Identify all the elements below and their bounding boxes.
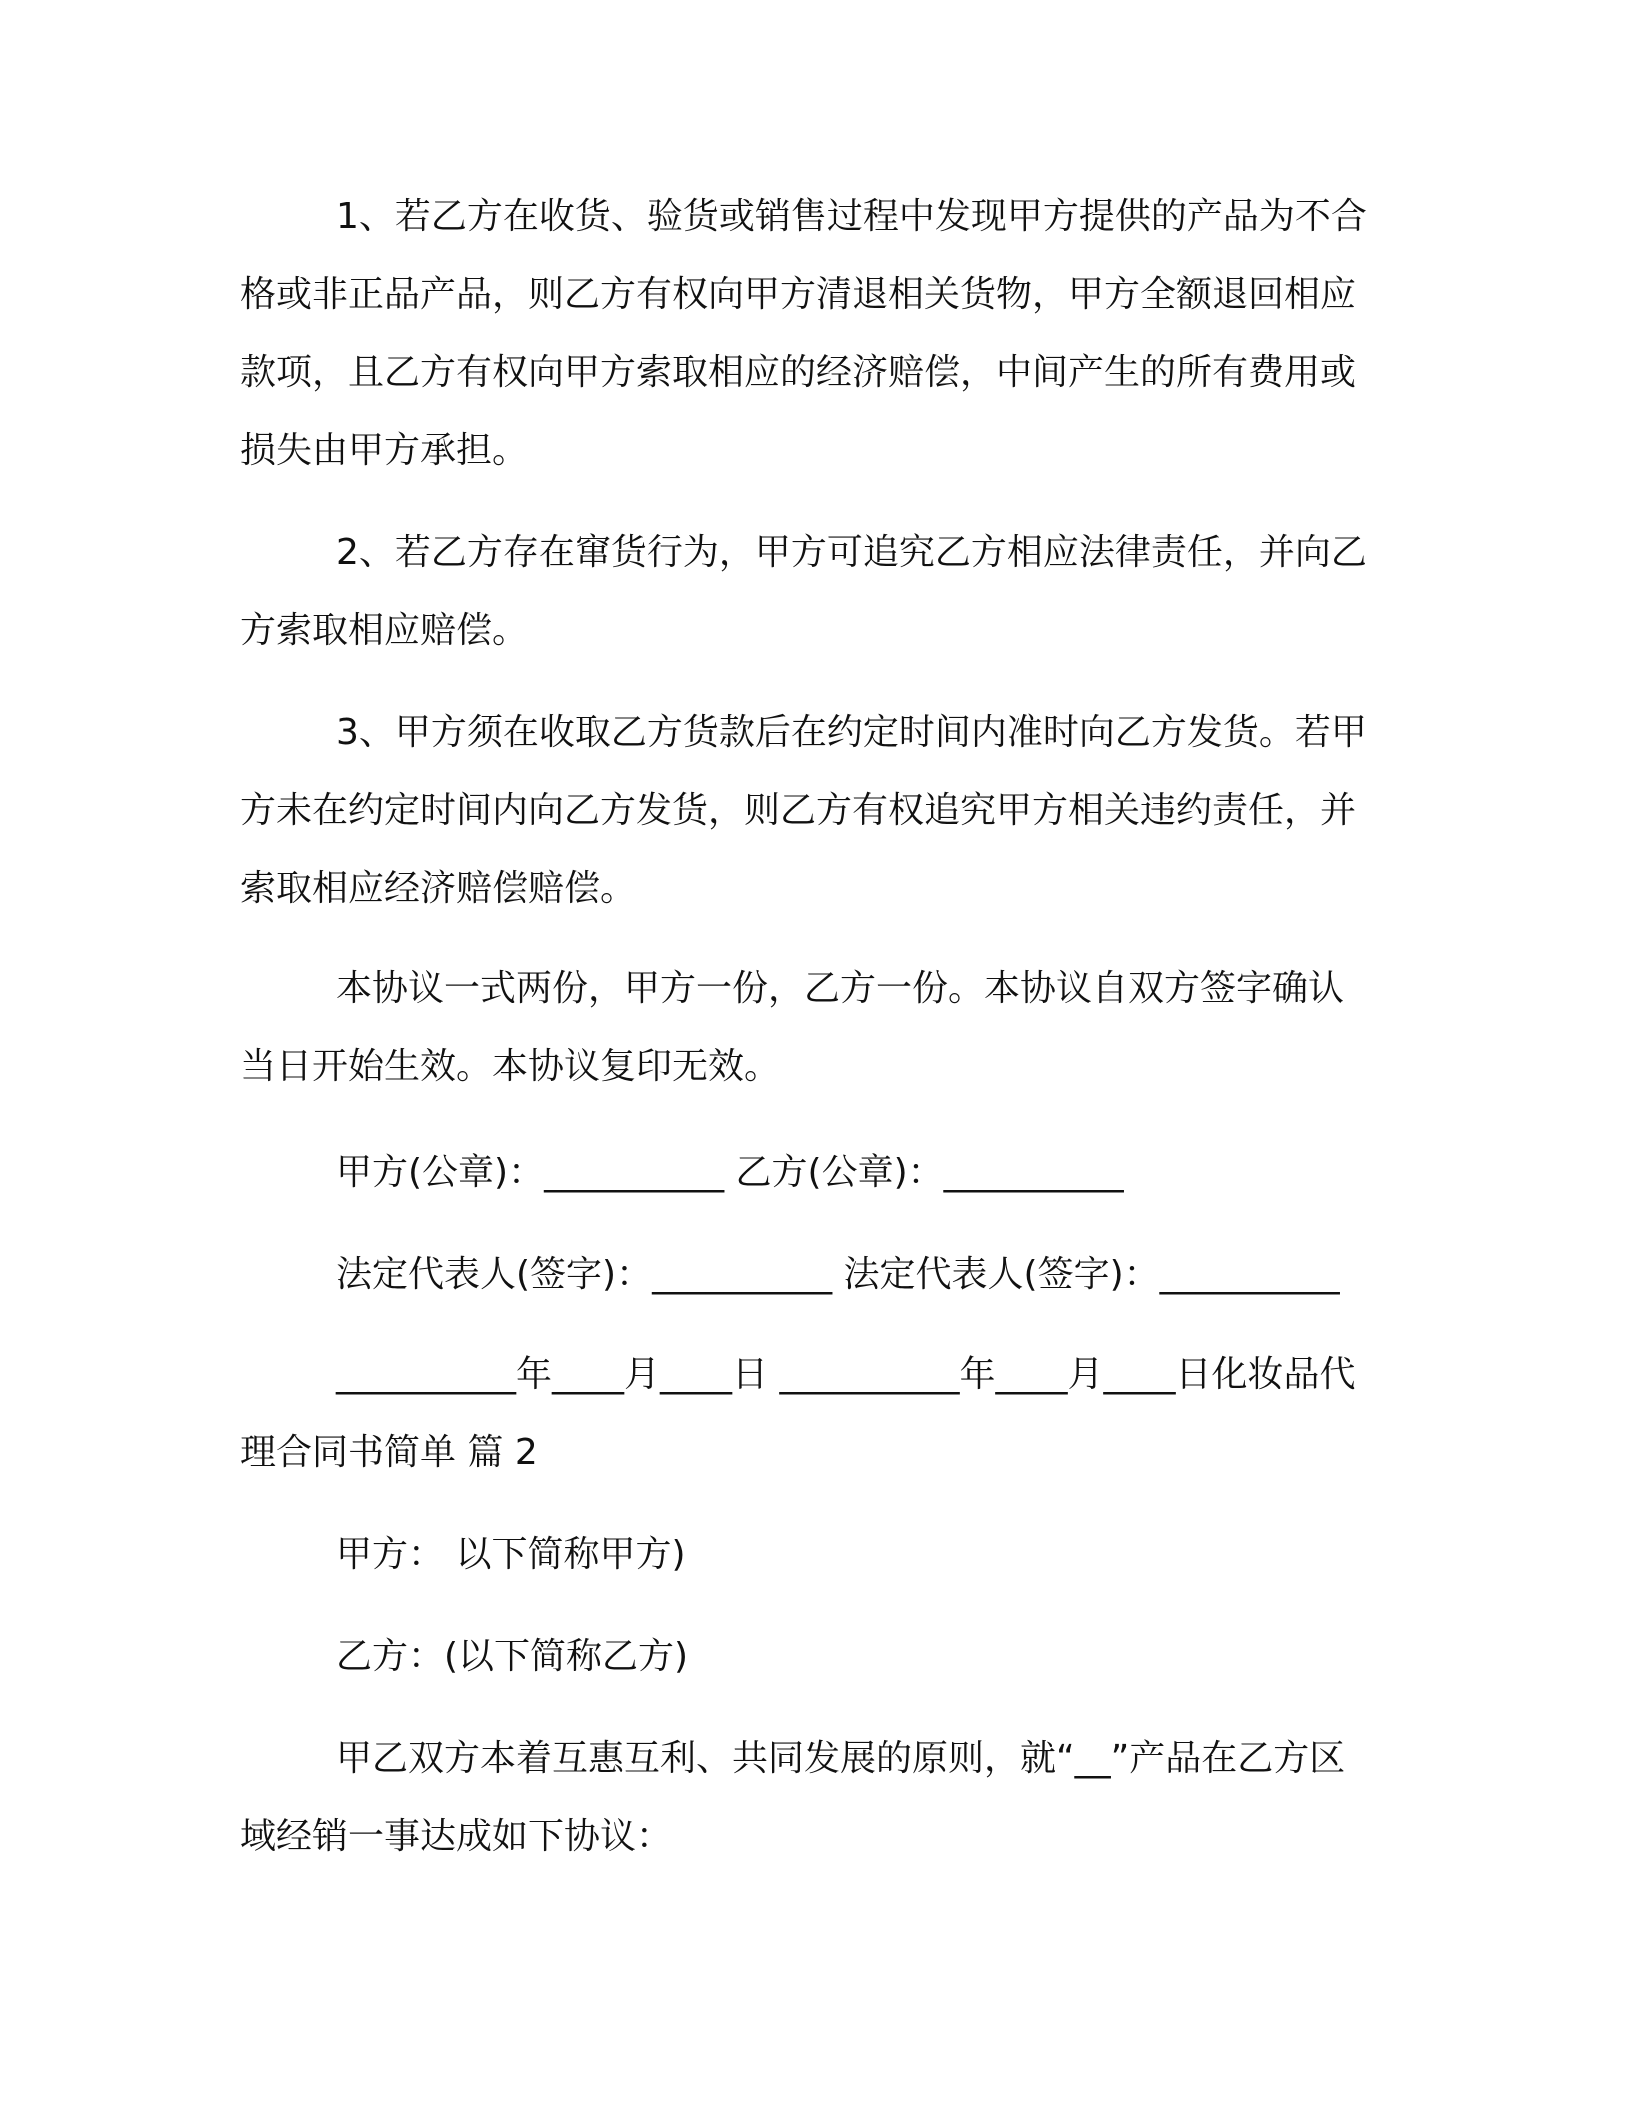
clause-2-paragraph: 2、若乙方存在窜货行为，甲方可追究乙方相应法律责任，并向乙方索取相应赔偿。 [240,532,1367,651]
date-line-and-section-heading: __________年____月____日 __________年____月____日化妆品代理合同书简单 篇 2 [240,1354,1356,1473]
agreement-intro-paragraph: 甲乙双方本着互惠互利、共同发展的原则，就“__”产品在乙方区域经销一事达成如下协议： [240,1738,1346,1857]
clause-3-paragraph: 3、甲方须在收取乙方货款后在约定时间内准时向乙方发货。若甲方未在约定时间内向乙方发货，则乙方有权追究甲方相关违约责任，并索取相应经济赔偿赔偿。 [240,712,1367,909]
party-a-line: 甲方： 以下简称甲方) [336,1534,686,1575]
representative-signature-line: 法定代表人(签字)：__________ 法定代表人(签字)：__________ [336,1254,1340,1295]
seal-signature-line: 甲方(公章)：__________ 乙方(公章)：__________ [336,1152,1124,1193]
party-b-line: 乙方：(以下简称乙方) [336,1636,689,1677]
clause-1-paragraph: 1、若乙方在收货、验货或销售过程中发现甲方提供的产品为不合格或非正品产品，则乙方有权向甲方清退相关货物，甲方全额退回相应款项，且乙方有权向甲方索取相应的经济赔偿，中间产生的所有费用或损失由甲方承担。 [240,196,1367,471]
validity-paragraph: 本协议一式两份，甲方一份，乙方一份。本协议自双方签字确认当日开始生效。本协议复印无效。 [240,968,1345,1087]
